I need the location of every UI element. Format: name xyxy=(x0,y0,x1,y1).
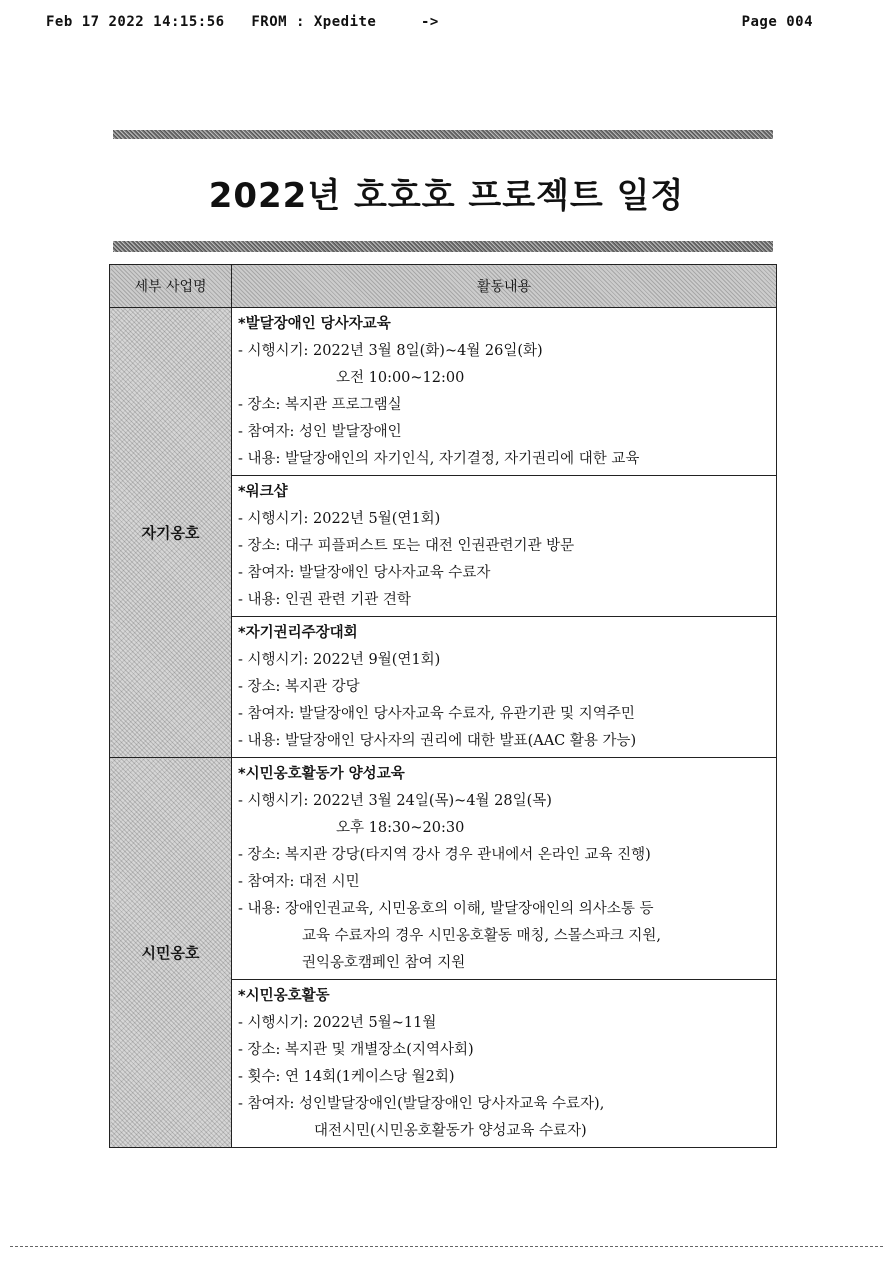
table-row xyxy=(110,758,777,980)
schedule-table xyxy=(109,264,777,1148)
activity-cell xyxy=(232,308,777,476)
activity-line: - 횟수: 연 14회(1케이스당 월2회) xyxy=(238,1069,455,1085)
activity-line: - 참여자: 성인 발달장애인 xyxy=(238,424,402,440)
activity-line: - 장소: 복지관 프로그램실 xyxy=(238,397,402,413)
activity-line: - 참여자: 대전 시민 xyxy=(238,874,360,890)
activity-cell xyxy=(232,617,777,758)
fax-page-number: Page 004 xyxy=(741,14,813,30)
activity-line: - 장소: 복지관 강당(타지역 강사 경우 관내에서 온라인 교육 진행) xyxy=(238,847,651,863)
fax-header xyxy=(46,14,813,36)
activity-line: - 장소: 대구 피플퍼스트 또는 대전 인권관련기관 방문 xyxy=(238,538,575,554)
title-band-bottom xyxy=(113,241,773,252)
activity-line: 오전 10:00~12:00 xyxy=(336,370,465,386)
activity-line: - 시행시기: 2022년 9월(연1회) xyxy=(238,652,441,668)
activity-line: - 장소: 복지관 강당 xyxy=(238,679,360,695)
activity-line: - 장소: 복지관 및 개별장소(지역사회) xyxy=(238,1042,474,1058)
activity-line: - 시행시기: 2022년 3월 24일(목)~4월 28일(목) xyxy=(238,793,552,809)
activity-line: - 내용: 인권 관련 기관 견학 xyxy=(238,592,411,608)
activity-line: - 참여자: 발달장애인 당사자교육 수료자, 유관기관 및 지역주민 xyxy=(238,706,635,722)
activity-line: - 참여자: 성인발달장애인(발달장애인 당사자교육 수료자), xyxy=(238,1096,605,1112)
activity-cell xyxy=(232,980,777,1148)
header-business-name: 세부 사업명 xyxy=(110,265,232,308)
category-citizen-advocacy: 시민옹호 xyxy=(110,758,232,1148)
table-header-row xyxy=(110,265,777,308)
category-self-advocacy: 자기옹호 xyxy=(110,308,232,758)
activity-title: *시민옹호활동가 양성교육 xyxy=(238,766,405,782)
activity-title: *워크샵 xyxy=(238,484,288,500)
activity-line: 교육 수료자의 경우 시민옹호활동 매칭, 스몰스파크 지원, xyxy=(302,928,662,944)
activity-line: - 시행시기: 2022년 5월(연1회) xyxy=(238,511,441,527)
activity-line: - 내용: 발달장애인 당사자의 권리에 대한 발표(AAC 활용 가능) xyxy=(238,733,637,749)
activity-line: - 내용: 장애인권교육, 시민옹호의 이해, 발달장애인의 의사소통 등 xyxy=(238,901,654,917)
page-title: 2022년 호호호 프로젝트 일정 xyxy=(208,176,685,216)
page-bottom-rule xyxy=(10,1246,883,1247)
activity-line: 권익옹호캠페인 참여 지원 xyxy=(302,955,466,971)
activity-line: - 시행시기: 2022년 5월~11월 xyxy=(238,1015,437,1031)
activity-cell xyxy=(232,476,777,617)
activity-title: *발달장애인 당사자교육 xyxy=(238,316,391,332)
header-activity-content: 활동내용 xyxy=(232,265,777,308)
table-row xyxy=(110,308,777,476)
fax-transmission-info: Feb 17 2022 14:15:56 FROM : Xpedite -> xyxy=(46,14,439,30)
title-band-top xyxy=(113,130,773,139)
activity-cell xyxy=(232,758,777,980)
activity-line: - 내용: 발달장애인의 자기인식, 자기결정, 자기권리에 대한 교육 xyxy=(238,451,640,467)
activity-line: 오후 18:30~20:30 xyxy=(336,820,465,836)
activity-line: - 시행시기: 2022년 3월 8일(화)~4월 26일(화) xyxy=(238,343,543,359)
activity-title: *시민옹호활동 xyxy=(238,988,330,1004)
activity-line: - 참여자: 발달장애인 당사자교육 수료자 xyxy=(238,565,491,581)
activity-line: 대전시민(시민옹호활동가 양성교육 수료자) xyxy=(314,1123,587,1139)
activity-title: *자기권리주장대회 xyxy=(238,625,358,641)
